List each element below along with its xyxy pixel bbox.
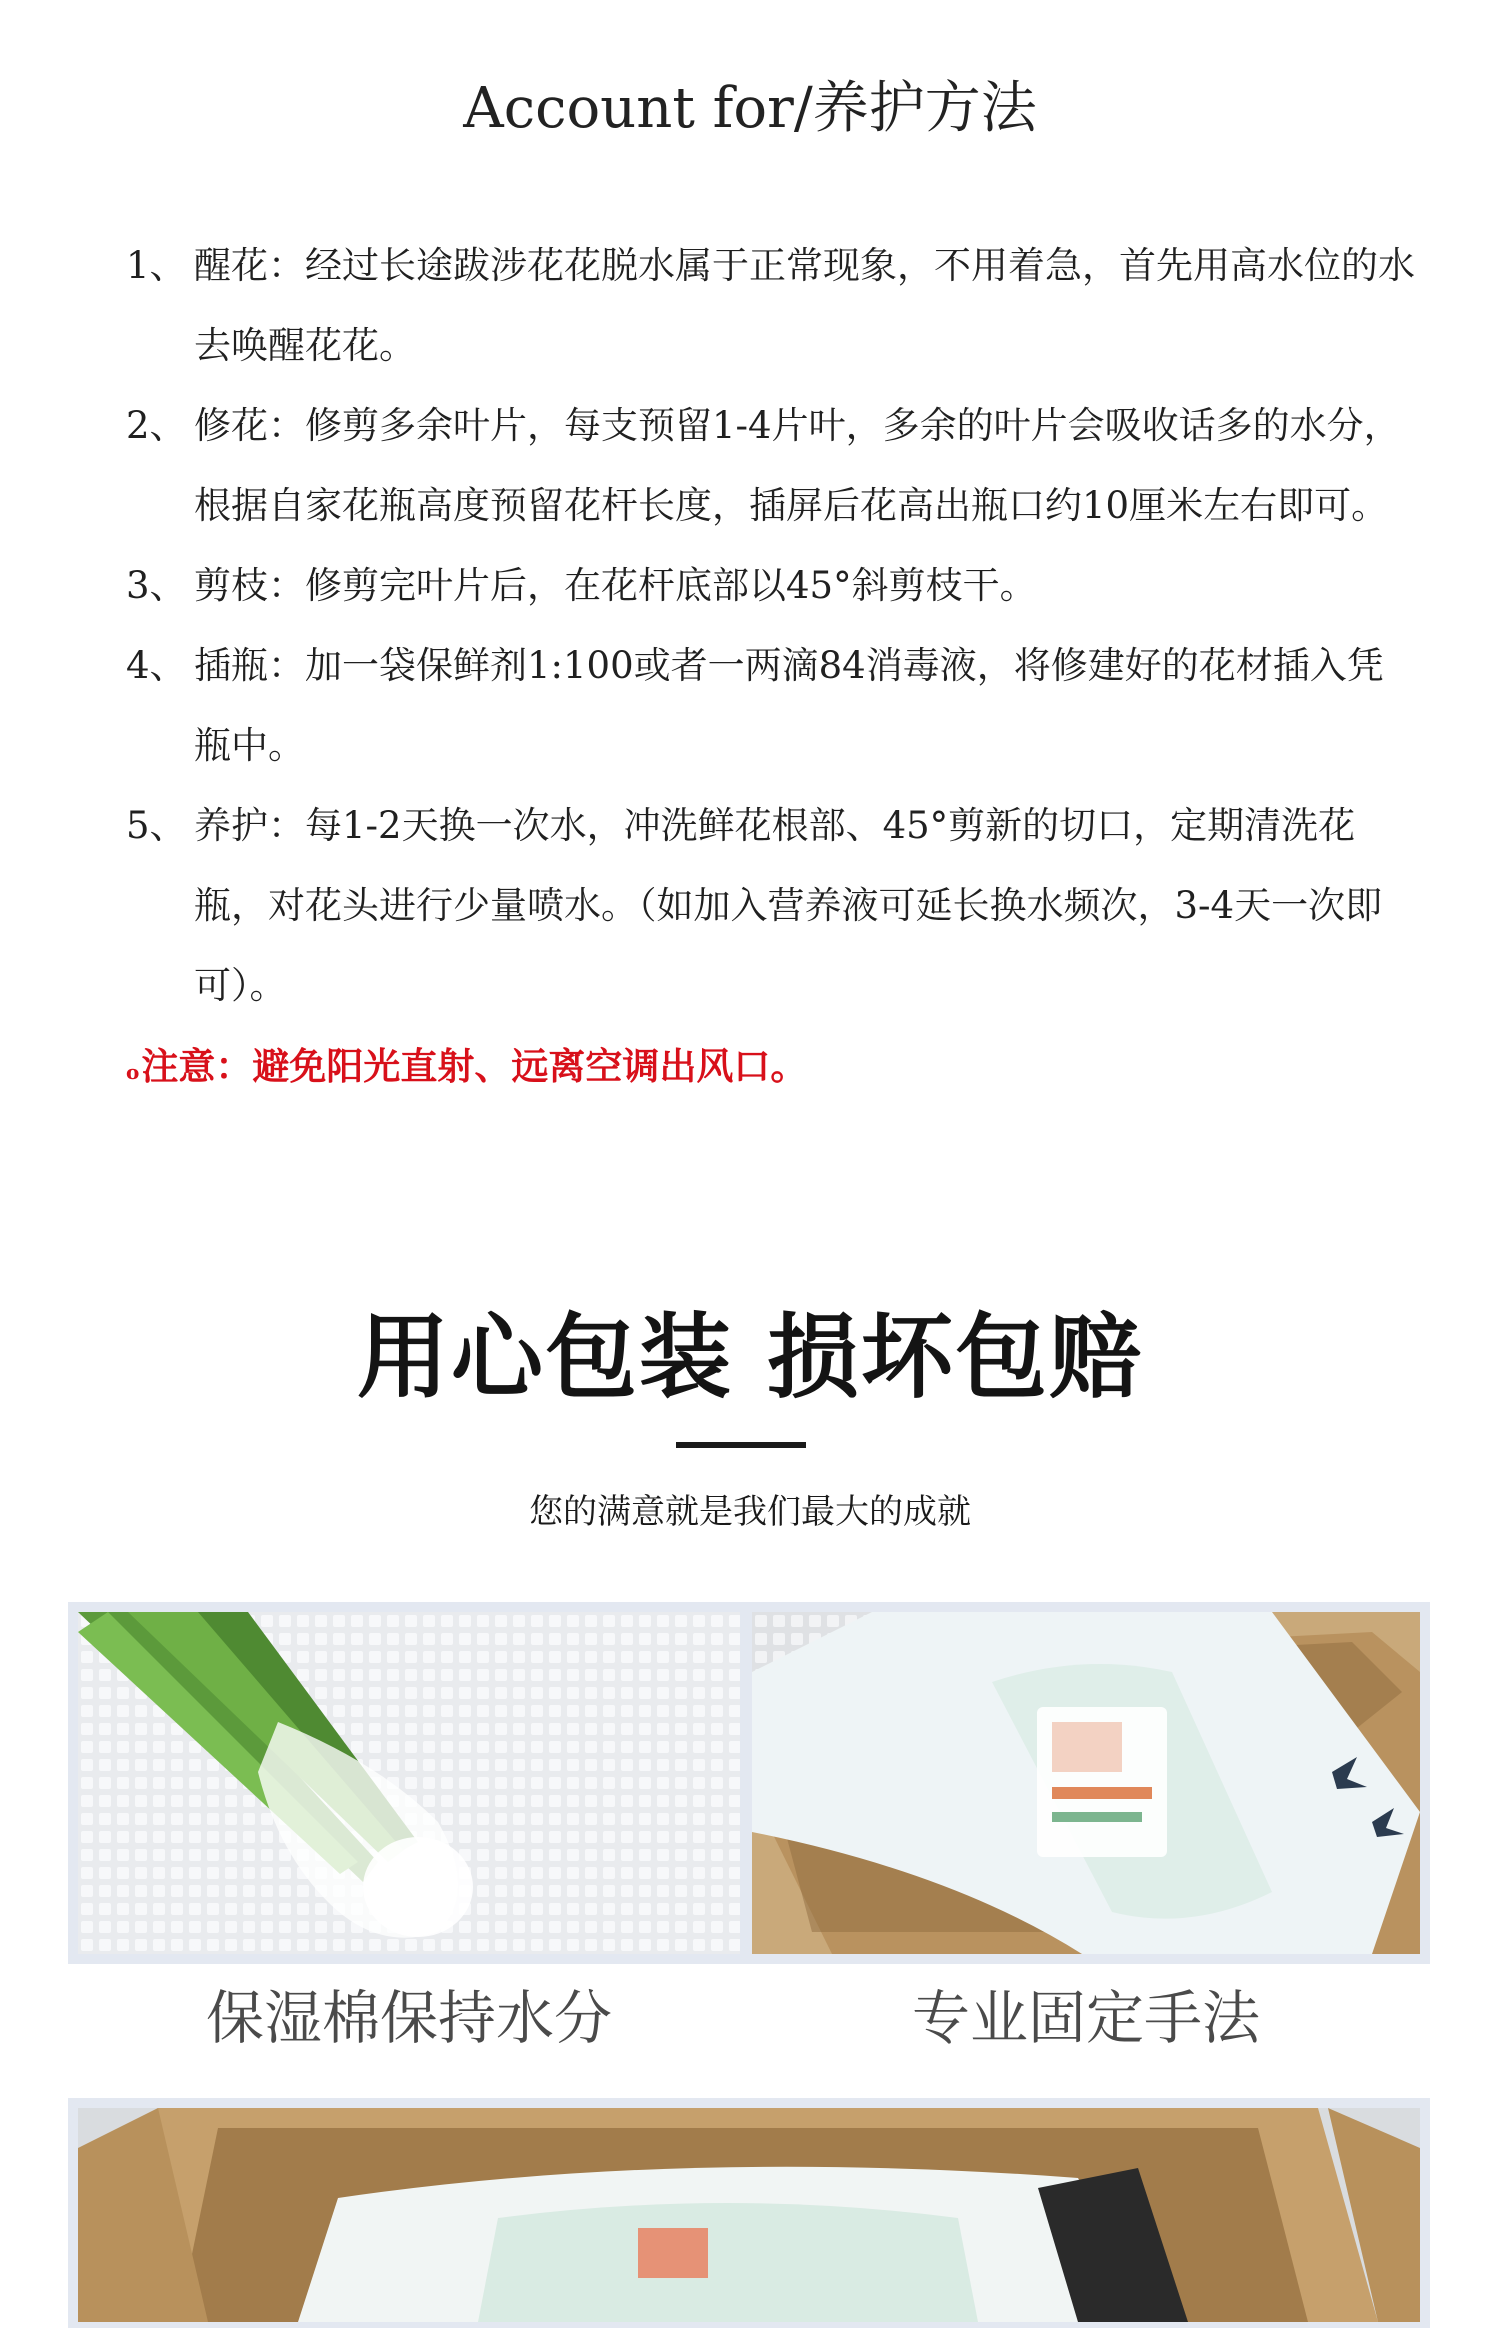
step-number: 3、	[126, 564, 187, 607]
photo-caption: 专业固定手法	[911, 1984, 1260, 2052]
step-number: 1、	[126, 244, 187, 287]
title-divider	[676, 1442, 806, 1448]
packaging-subtitle: 您的满意就是我们最大的成就	[529, 1492, 971, 1532]
step-number: 2、	[126, 404, 187, 447]
care-section-title: Account for/养护方法	[463, 76, 1037, 141]
packed-box-photo	[78, 2108, 1420, 2322]
care-step-1	[126, 226, 1416, 386]
care-warning-note	[126, 1026, 1416, 1112]
note-mark: o	[126, 1060, 140, 1084]
step-text: 剪枝：修剪完叶片后，在花杆底部以45°斜剪枝干。	[194, 564, 1037, 607]
care-step-2	[126, 386, 1416, 546]
step-text: 插瓶：加一袋保鲜剂1:100或者一两滴84消毒液，将修建好的花材插入凭瓶中。	[194, 644, 1384, 767]
flower-stems-wrapped-photo	[78, 1612, 740, 1954]
step-number: 4、	[126, 644, 187, 687]
step-text: 养护：每1-2天换一次水，冲洗鲜花根部、45°剪新的切口，定期清洗花瓶，对花头进行少量喷水。（如加入营养液可延长换水频次，3-4天一次即可）。	[194, 804, 1383, 1007]
care-instructions-list	[126, 226, 1416, 1112]
photo-caption: 保湿棉保持水分	[205, 1984, 612, 2052]
care-step-5	[126, 786, 1416, 1026]
care-step-3	[126, 546, 1416, 626]
care-step-4	[126, 626, 1416, 786]
note-text: 注意：避免阳光直射、远离空调出风口。	[141, 1044, 808, 1088]
step-number: 5、	[126, 804, 187, 847]
packaging-title: 用心包装 损坏包赔	[356, 1304, 1144, 1411]
step-text: 修花：修剪多余叶片，每支预留1-4片叶，多余的叶片会吸收话多的水分，根据自家花瓶高度预留花杆长度，插屏后花高出瓶口约10厘米左右即可。	[194, 404, 1401, 527]
boxed-flowers-photo	[752, 1612, 1420, 1954]
step-text: 醒花：经过长途跋涉花花脱水属于正常现象，不用着急，首先用高水位的水去唤醒花花。	[194, 244, 1415, 367]
